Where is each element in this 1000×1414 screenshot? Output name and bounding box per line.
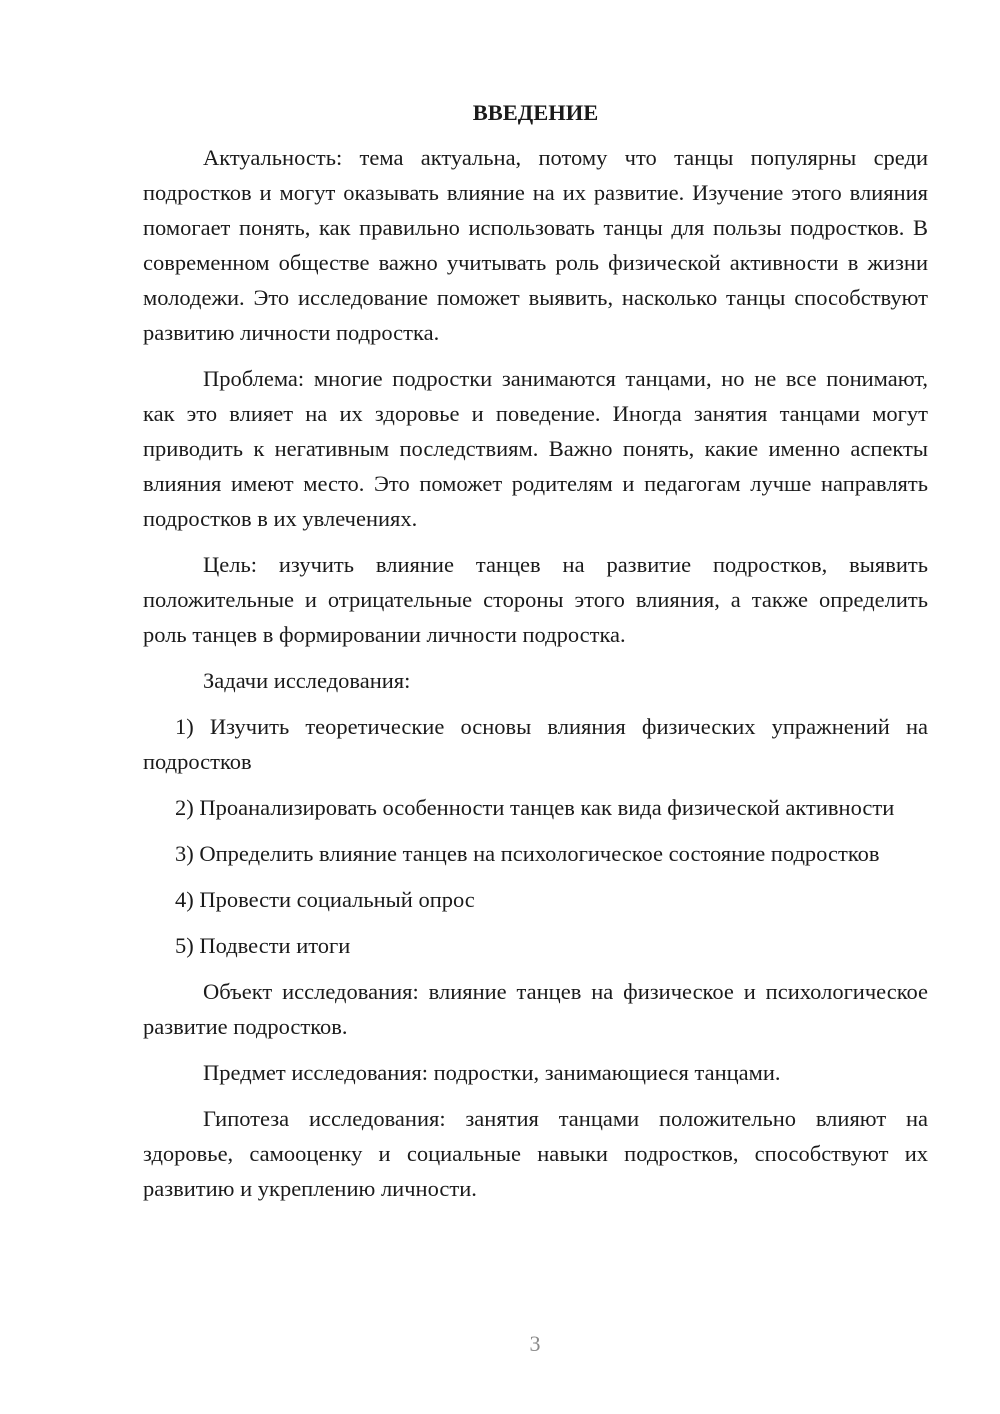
paragraph-object: Объект исследования: влияние танцев на физическое и психологическое развитие подростков. xyxy=(143,979,928,1039)
task-item-4: 4) Провести социальный опрос xyxy=(175,887,475,912)
tasks-heading: Задачи исследования: xyxy=(203,668,411,693)
task-item-5: 5) Подвести итоги xyxy=(175,933,351,958)
paragraph-hypothesis: Гипотеза исследования: занятия танцами положительно влияют на здоровье, самооценку и социальные навыки подростков, способствуют их развитию и укреплению личности. xyxy=(143,1106,928,1201)
task-item-2: 2) Проанализировать особенности танцев как вида физической активности xyxy=(175,795,895,820)
page-content xyxy=(143,95,928,1206)
section-title: ВВЕДЕНИЕ xyxy=(472,100,599,125)
task-item-3: 3) Определить влияние танцев на психологическое состояние подростков xyxy=(175,841,880,866)
task-item-1: 1) Изучить теоретические основы влияния физических упражнений на подростков xyxy=(143,714,928,774)
paragraph-relevance: Актуальность: тема актуальна, потому что танцы популярны среди подростков и могут оказывать влияние на их развитие. Изучение этого влияния помогает понять, как правильно использовать танцы для пользы подростков. В современном обществе важно учитывать роль физической активности в жизни молодежи. Это исследование поможет выявить, насколько танцы способствуют развитию личности подростка. xyxy=(143,145,928,345)
paragraph-problem: Проблема: многие подростки занимаются танцами, но не все понимают, как это влияет на их здоровье и поведение. Иногда занятия танцами могут приводить к негативным последствиям. Важно понять, какие именно аспекты влияния имеют место. Это поможет родителям и педагогам лучше направлять подростков в их увлечениях. xyxy=(143,366,928,531)
paragraph-goal: Цель: изучить влияние танцев на развитие подростков, выявить положительные и отрицательные стороны этого влияния, а также определить роль танцев в формировании личности подростка. xyxy=(143,552,928,647)
paragraph-subject: Предмет исследования: подростки, занимающиеся танцами. xyxy=(203,1060,781,1085)
page-number: 3 xyxy=(529,1331,541,1356)
